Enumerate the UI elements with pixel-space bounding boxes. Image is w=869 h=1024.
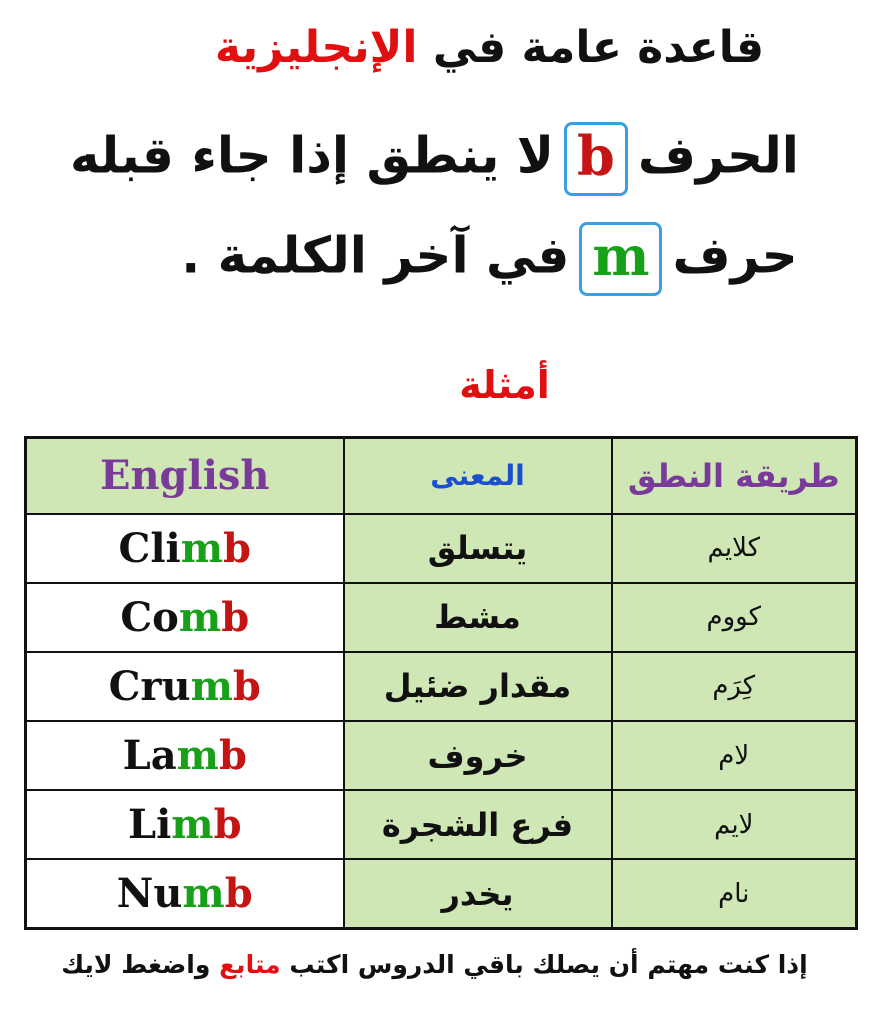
footer-before: إذا كنت مهتم أن يصلك باقي الدروس اكتب [280,950,808,979]
pronunciation-cell: لايم [612,790,857,859]
english-word: Comb [26,583,344,652]
header-english: English [26,438,344,514]
table-header-row [26,438,857,514]
english-word: Limb [26,790,344,859]
table-row [26,790,857,859]
footer-after: واضغط لايك [61,950,220,979]
table-row [26,721,857,790]
vocabulary-table [24,436,858,930]
title-main: قاعدة عامة في [417,22,765,73]
table-row [26,652,857,721]
english-word: Crumb [26,652,344,721]
footer-call-to-action [0,950,869,979]
meaning-cell: يتسلق [344,514,612,583]
meaning-cell: مقدار ضئيل [344,652,612,721]
letter-m-box: m [579,222,662,296]
pronunciation-cell: لام [612,721,857,790]
rule-line1-before: الحرف [637,126,799,185]
english-word: Lamb [26,721,344,790]
rule-line-1 [0,122,869,196]
header-pronunciation: طريقة النطق [612,438,857,514]
header-meaning: المعنى [344,438,612,514]
table-row [26,859,857,928]
meaning-cell: يخدر [344,859,612,928]
pronunciation-cell: كلايم [612,514,857,583]
english-word: Numb [26,859,344,928]
meaning-cell: خروف [344,721,612,790]
rule-line-2 [0,222,869,296]
english-word: Climb [26,514,344,583]
pronunciation-cell: نام [612,859,857,928]
meaning-cell: فرع الشجرة [344,790,612,859]
examples-heading: أمثلة [459,363,550,407]
meaning-cell: مشط [344,583,612,652]
title-accent: الإنجليزية [214,22,418,73]
pronunciation-cell: كووم [612,583,857,652]
rule-line2-after: في آخر الكلمة . [181,226,570,285]
rule-line2-before: حرف [672,226,798,285]
rule-line1-after: لا ينطق إذا جاء قبله [70,126,555,185]
table-row [26,583,857,652]
footer-accent: متابع [219,950,281,979]
page-title [0,22,869,73]
table-row [26,514,857,583]
pronunciation-cell: كِرَم [612,652,857,721]
letter-b-box: b [564,122,628,196]
